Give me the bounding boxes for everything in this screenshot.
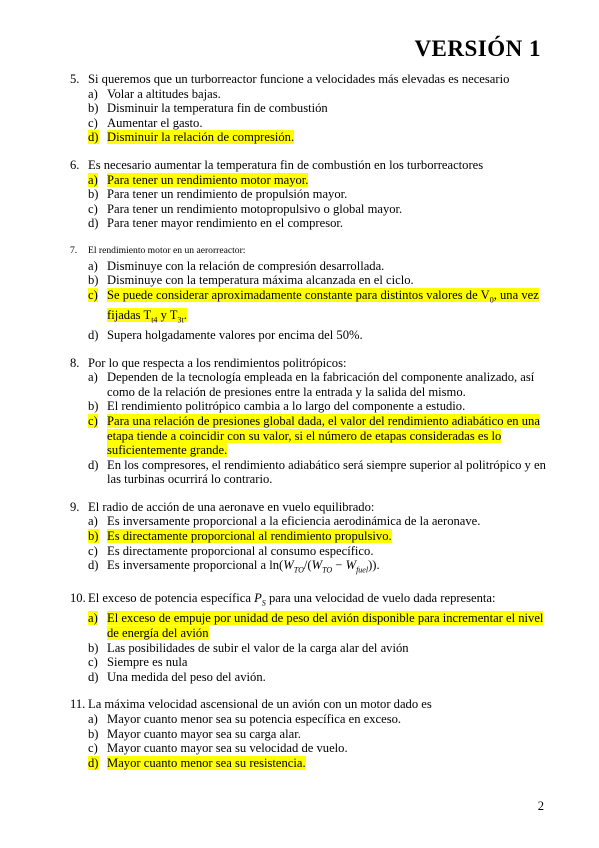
option-text: Mayor cuanto mayor sea su carga alar. [107, 726, 301, 741]
question-text: Es necesario aumentar la temperatura fin de combustión en los turborreactores [88, 157, 484, 172]
option-text-wrap [107, 756, 546, 771]
question-text: El radio de acción de una aeronave en vuelo equilibrado: [88, 499, 375, 514]
option-letter: a) [88, 370, 98, 385]
option-letter: b) [88, 273, 99, 288]
option-a [70, 514, 546, 529]
question-title [70, 697, 546, 712]
question-text: Por lo que respecta a los rendimientos politrópicos: [88, 355, 347, 370]
math-sub: fuel [356, 565, 369, 575]
option-text: Mayor cuanto menor sea su resistencia. [107, 755, 306, 770]
text-part: Se puede considerar aproximadamente constante para distintos valores de V [107, 287, 490, 302]
option-letter: a) [88, 258, 98, 273]
question-list [70, 72, 546, 783]
option-text: Mayor cuanto menor sea su potencia específica en exceso. [107, 712, 402, 727]
option-d [70, 458, 546, 487]
question-8 [70, 356, 546, 487]
option-b-highlighted [70, 529, 546, 544]
text-part: )). [368, 558, 380, 573]
question-5 [70, 72, 546, 145]
option-d [70, 670, 546, 685]
text-part: para una velocidad de vuelo dada representa: [265, 591, 496, 606]
option-text: Es directamente proporcional al rendimiento propulsivo. [107, 529, 392, 544]
option-a [70, 712, 546, 727]
option-c [70, 202, 546, 217]
option-text [107, 558, 546, 578]
text-part: Es inversamente proporcional a ln( [107, 558, 284, 573]
option-letter [88, 130, 107, 145]
option-b [70, 187, 546, 202]
math-var: W [345, 558, 357, 573]
option-a-highlighted [70, 611, 546, 640]
option-c-highlighted [70, 414, 546, 458]
option-text: Dependen de la tecnología empleada en la fabricación del componente analizado, así como de la relación de presiones entre la entrada y la salida del mismo. [107, 370, 535, 399]
option-text: Una medida del peso del avión. [107, 669, 266, 684]
option-letter: c) [88, 741, 98, 756]
option-letter-text: c) [88, 413, 98, 428]
question-text: El rendimiento motor en un aerorreactor: [88, 244, 246, 256]
text-part: /( [303, 558, 312, 573]
question-number: 5. [70, 72, 80, 86]
question-11 [70, 697, 546, 770]
math-sub: TO [293, 565, 304, 575]
question-6 [70, 158, 546, 231]
option-letter-text: a) [88, 172, 98, 187]
option-c [70, 116, 546, 131]
page-number: 2 [537, 799, 544, 813]
option-a [70, 370, 546, 399]
option-b [70, 641, 546, 656]
option-text-wrap [107, 414, 546, 458]
question-title [70, 72, 546, 87]
option-letter: a) [88, 514, 98, 529]
option-letter: d) [88, 669, 99, 684]
option-letter [88, 414, 107, 458]
option-letter: b) [88, 187, 99, 202]
question-title [70, 356, 546, 371]
option-letter [88, 756, 107, 771]
question-text: La máxima velocidad ascensional de un avión con un motor dado es [88, 697, 432, 712]
option-letter: c) [88, 115, 98, 130]
text-part: El exceso de potencia específica [88, 591, 255, 606]
version-heading: VERSIÓN 1 [414, 36, 541, 61]
question-text: Si queremos que un turborreactor funcione a velocidades más elevadas es necesario [88, 72, 510, 86]
option-text-wrap [107, 130, 546, 145]
option-text: Para tener un rendimiento motor mayor. [107, 172, 309, 187]
question-number: 11. [70, 697, 86, 712]
question-title [70, 500, 546, 515]
subscript: 0 [489, 295, 494, 305]
option-c [70, 544, 546, 559]
option-text: En los compresores, el rendimiento adiabático será siempre superior al politrópico y en las turbinas ocurrirá lo contrario. [107, 457, 546, 487]
option-text: El exceso de empuje por unidad de peso del avión disponible para incrementar el nivel de energía del avión [107, 611, 544, 641]
subscript: 3t [177, 315, 184, 325]
option-b [70, 399, 546, 414]
option-text: Disminuir la temperatura fin de combustión [107, 101, 328, 116]
option-text-wrap [107, 611, 546, 640]
option-text [107, 287, 539, 325]
question-number: 8. [70, 355, 80, 370]
option-text: Disminuir la relación de compresión. [107, 130, 295, 145]
option-text: Para tener mayor rendimiento en el compresor. [107, 216, 344, 231]
math-var: W [311, 558, 323, 573]
math-var: W [283, 558, 294, 573]
option-text: Siempre es nula [107, 655, 188, 670]
option-b [70, 727, 546, 742]
option-c [70, 655, 546, 670]
question-title [70, 244, 546, 259]
option-d [70, 216, 546, 231]
option-text-wrap [107, 173, 546, 188]
option-text-wrap [107, 529, 546, 544]
option-letter: b) [88, 726, 99, 741]
option-text: Disminuye con la temperatura máxima alcanzada en el ciclo. [107, 273, 414, 288]
option-text: Las posibilidades de subir el valor de la carga alar del avión [107, 640, 409, 655]
option-letter: d) [88, 327, 99, 342]
option-letter [88, 611, 107, 640]
option-letter-text: b) [88, 529, 99, 544]
option-c-highlighted [70, 288, 546, 328]
option-d-highlighted [70, 756, 546, 771]
option-text: El rendimiento politrópico cambia a lo largo del componente a estudio. [107, 399, 466, 414]
question-number: 10. [70, 591, 86, 606]
option-letter: d) [88, 457, 99, 472]
option-letter: d) [88, 558, 99, 573]
option-letter: c) [88, 543, 98, 558]
question-number: 9. [70, 499, 80, 514]
option-c [70, 741, 546, 756]
option-letter-text: d) [88, 130, 99, 145]
option-a [70, 87, 546, 102]
option-d [70, 328, 546, 343]
option-a-highlighted [70, 173, 546, 188]
option-letter [88, 288, 107, 328]
option-text: Mayor cuanto mayor sea su velocidad de vuelo. [107, 741, 348, 756]
text-part: . [183, 307, 187, 322]
option-letter: c) [88, 201, 98, 216]
option-letter [88, 173, 107, 188]
option-d-highlighted [70, 130, 546, 145]
option-b [70, 273, 546, 288]
question-text [88, 591, 546, 611]
math-sub: S [261, 598, 266, 608]
question-title [70, 158, 546, 173]
option-letter: a) [88, 712, 98, 727]
option-letter: d) [88, 216, 99, 231]
option-a [70, 259, 546, 274]
option-letter: c) [88, 655, 98, 670]
subscript: t4 [151, 315, 158, 325]
option-letter-text: a) [88, 611, 98, 626]
option-letter: b) [88, 640, 99, 655]
option-text: Para tener un rendimiento motopropulsivo o global mayor. [107, 201, 403, 216]
option-text-wrap [107, 288, 546, 328]
text-part: y T [157, 307, 178, 322]
option-text: Disminuye con la relación de compresión desarrollada. [107, 258, 385, 273]
text-part: , una vez fijadas T [107, 287, 539, 322]
option-b [70, 101, 546, 116]
option-letter: a) [88, 86, 98, 101]
option-d [70, 558, 546, 578]
option-text: Volar a altitudes bajas. [107, 86, 221, 101]
option-text: Es directamente proporcional al consumo específico. [107, 543, 374, 558]
text-part: − [332, 558, 346, 573]
option-text: Para tener un rendimiento de propulsión mayor. [107, 187, 348, 202]
math-sub: TO [322, 565, 333, 575]
option-text: Aumentar el gasto. [107, 115, 203, 130]
math-var: P [254, 591, 262, 606]
option-letter-text: d) [88, 755, 99, 770]
option-letter-text: c) [88, 287, 98, 302]
question-7 [70, 244, 546, 343]
question-number: 7. [70, 244, 78, 256]
option-text: Supera holgadamente valores por encima del 50%. [107, 327, 363, 342]
option-text: Para una relación de presiones global dada, el valor del rendimiento adiabático en una etapa tiende a coincidir con su valor, si el número de etapas consideradas es lo suficientemente grande. [107, 413, 540, 458]
question-number: 6. [70, 157, 80, 172]
question-title [70, 591, 546, 611]
question-9 [70, 500, 546, 578]
option-text: Es inversamente proporcional a la eficiencia aerodinámica de la aeronave. [107, 514, 481, 529]
option-letter: b) [88, 399, 99, 414]
option-letter: b) [88, 101, 99, 116]
option-letter [88, 529, 107, 544]
question-10 [70, 591, 546, 684]
